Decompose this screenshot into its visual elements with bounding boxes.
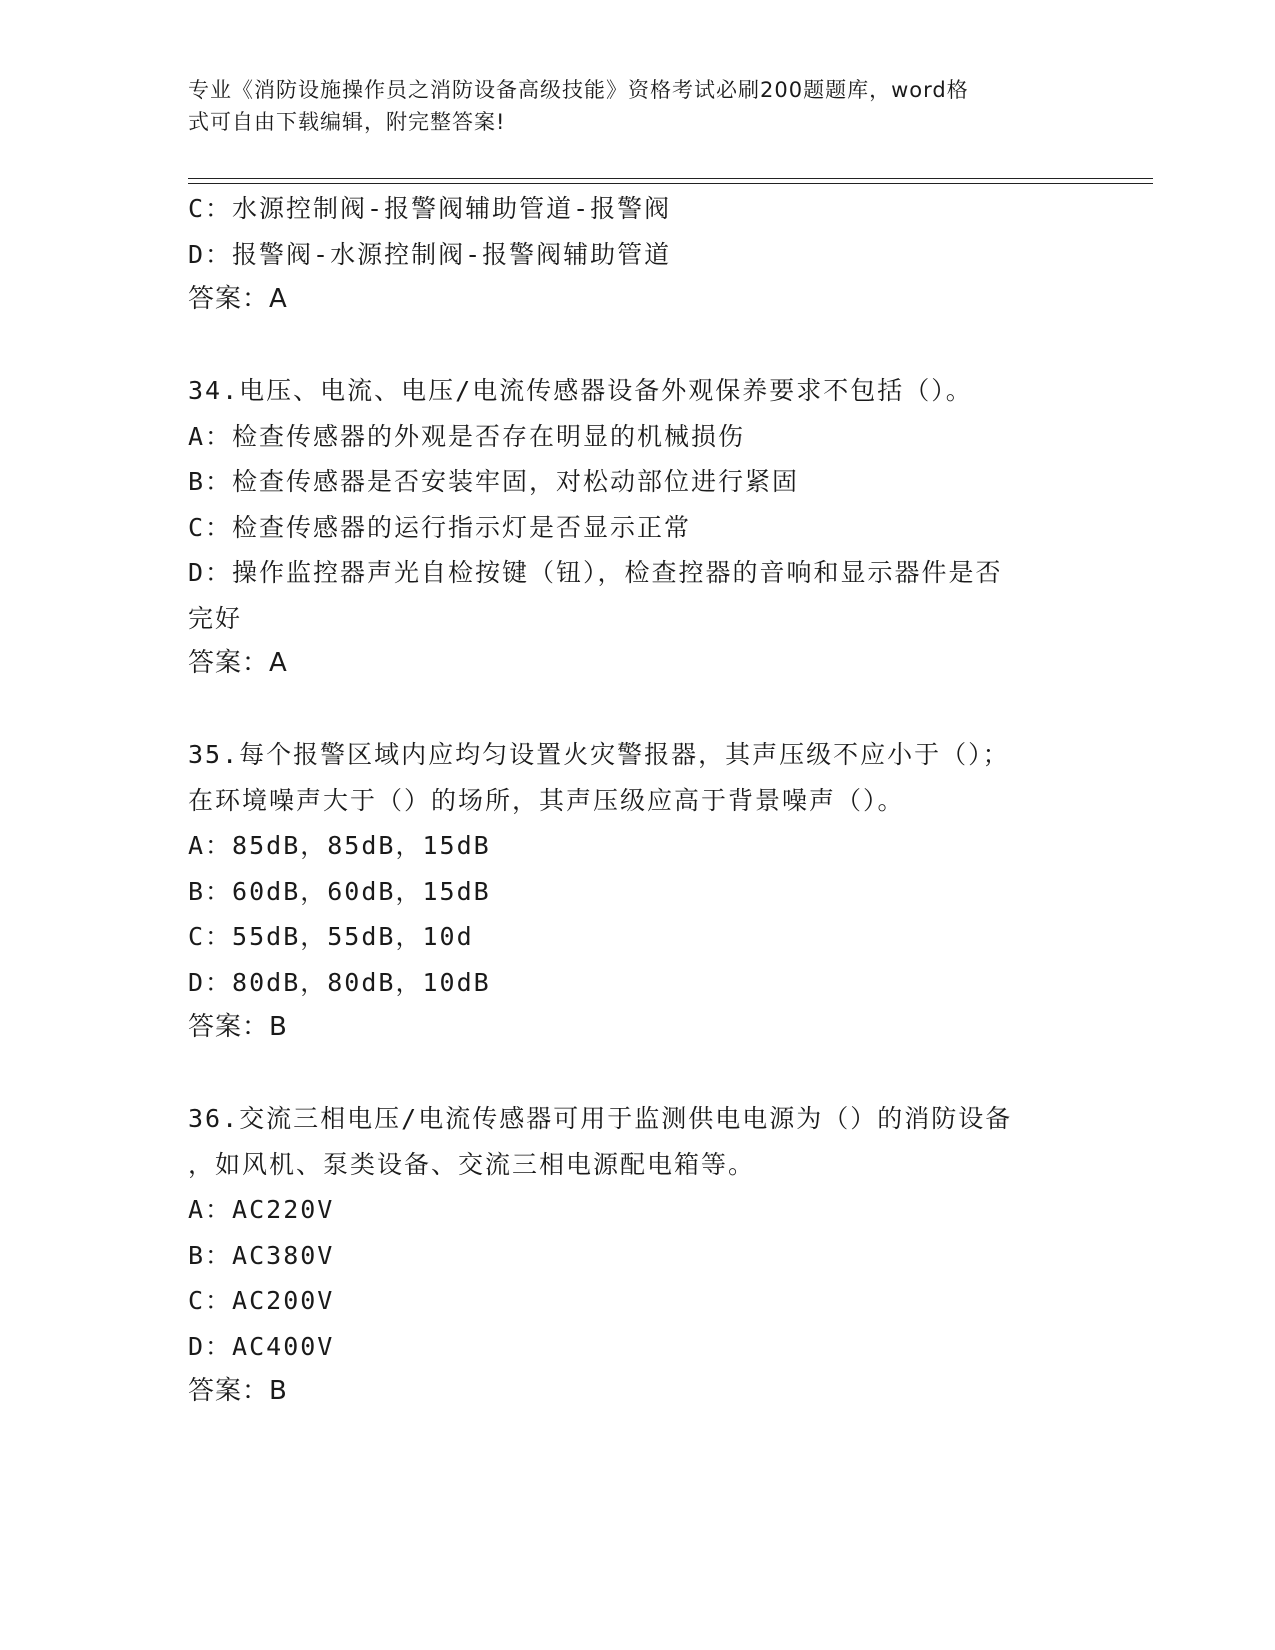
question-stem: 35.每个报警区域内应均匀设置火灾警报器，其声压级不应小于（）；	[188, 740, 1010, 769]
option-b: B：检查传感器是否安装牢固，对松动部位进行紧固	[188, 467, 800, 496]
question-stem-continued: ，如风机、泵类设备、交流三相电源配电箱等。	[188, 1149, 756, 1179]
question-stem-continued: 在环境噪声大于（）的场所，其声压级应高于背景噪声（）。	[188, 785, 905, 815]
header-rule-bottom	[188, 183, 1153, 184]
question-content	[188, 186, 1088, 1415]
option-c: C：检查传感器的运行指示灯是否显示正常	[188, 512, 692, 542]
answer-line: 答案：A	[188, 284, 288, 314]
option-c: C：AC200V	[188, 1286, 335, 1315]
question-stem: 36.交流三相电压/电流传感器可用于监测供电电源为（）的消防设备	[188, 1104, 1013, 1133]
option-d: D：80dB，80dB，10dB	[188, 967, 491, 997]
question-34	[188, 368, 1088, 687]
answer-line: 答案：A	[188, 648, 288, 678]
question-stem: 34.电压、电流、电压/电流传感器设备外观保养要求不包括（）。	[188, 376, 973, 405]
option-b: B：AC380V	[188, 1240, 335, 1270]
question-36	[188, 1096, 1088, 1415]
header-rule-top	[188, 178, 1153, 179]
question-gap	[188, 687, 1088, 733]
option-d: D：AC400V	[188, 1331, 335, 1361]
option-d-continued: 完好	[188, 603, 243, 633]
page-header	[188, 74, 1068, 138]
option-d: D：操作监控器声光自检按键（钮），检查控器的音响和显示器件是否	[188, 558, 1003, 587]
option-d: D：报警阀-水源控制阀-报警阀辅助管道	[188, 239, 672, 269]
question-35	[188, 732, 1088, 1051]
answer-line: 答案：B	[188, 1012, 288, 1042]
option-b: B：60dB，60dB，15dB	[188, 876, 491, 906]
header-line-2: 式可自由下载编辑，附完整答案!	[188, 110, 506, 134]
option-c: C：55dB，55dB，10d	[188, 922, 474, 951]
option-a: A：85dB，85dB，15dB	[188, 831, 491, 860]
option-c: C：水源控制阀-报警阀辅助管道-报警阀	[188, 194, 672, 223]
question-gap	[188, 1051, 1088, 1097]
header-line-1: 专业《消防设施操作员之消防设备高级技能》资格考试必刷200题题库，word格	[188, 78, 969, 102]
option-a: A：检查传感器的外观是否存在明显的机械损伤	[188, 421, 746, 451]
answer-line: 答案：B	[188, 1376, 288, 1406]
previous-question-block	[188, 186, 1088, 323]
question-gap	[188, 323, 1088, 369]
option-a: A：AC220V	[188, 1195, 335, 1224]
